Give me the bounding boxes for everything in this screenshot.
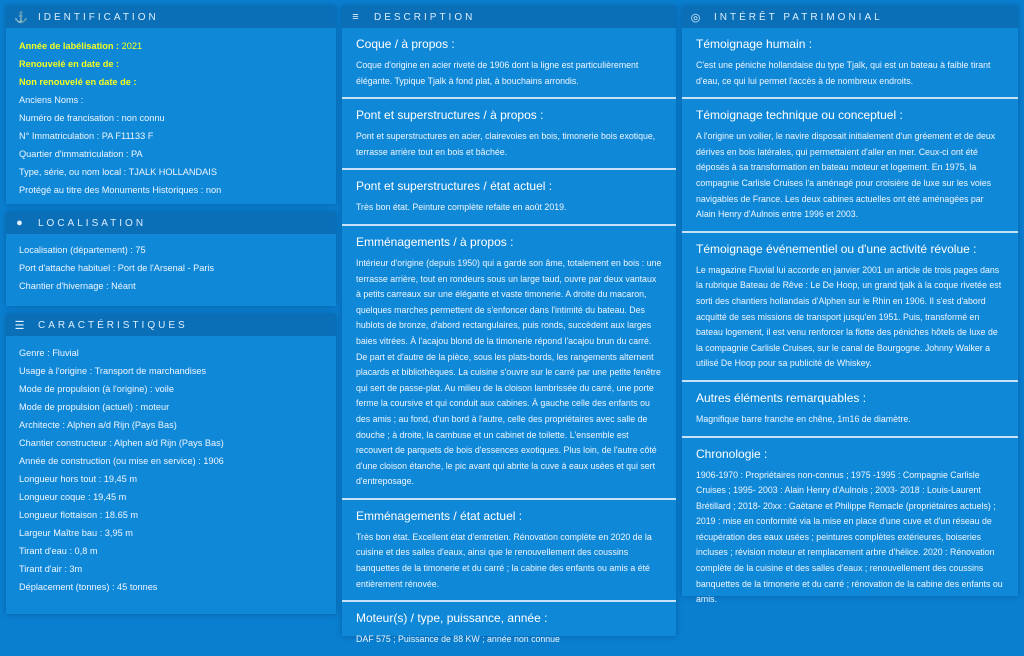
localisation-header: [6, 212, 336, 234]
heritage-icon: ◎: [690, 11, 704, 24]
description-block: [342, 28, 676, 99]
block-text: Très bon état. Peinture complète refaite en août 2019.: [356, 202, 567, 213]
interet-block: [682, 382, 1018, 438]
interet-block: [682, 28, 1018, 99]
identification-header: [6, 6, 336, 28]
block-heading: Pont et superstructures / état actuel :: [356, 179, 553, 194]
block-text: Très bon état. Excellent état d'entretien. Rénovation complète en 2020 de la cuisine et des salles d'eaux, ainsi que le renouvellement des coussins banquettes de la timonerie et du carré ; la cabine des enfants ou amis a été entièrement rénovée.: [356, 531, 652, 589]
list-item: Port d'attache habituel : Port de l'Arsenal - Paris: [19, 263, 215, 273]
list-item: Chantier constructeur : Alphen a/d Rijn (Pays Bas): [19, 438, 224, 448]
list-item: Renouvelé en date de :: [19, 59, 120, 69]
interet-block: [682, 233, 1018, 382]
interet-header: [682, 6, 1018, 28]
block-text: Magnifique barre franche en chêne, 1m16 de diamètre.: [696, 413, 911, 424]
list-item: Mode de propulsion (actuel) : moteur: [19, 402, 170, 412]
list-item: Longueur coque : 19,45 m: [19, 492, 127, 502]
list-item: Année de labélisation : 2021: [19, 41, 143, 51]
text-align-icon: ≡: [352, 11, 362, 23]
list-item: Anciens Noms :: [19, 95, 84, 105]
block-heading: Témoignage humain :: [696, 37, 813, 51]
block-text: A l'origine un voilier, le navire disposait initialement d'un gréement et de deux dérives en bois latérales, qui permettaient d'aller en mer. Ceux-ci ont été déposés à sa transformation en bateau moteur et logement. En 1975, la compagnie Carlisle Cruises l'a aménagé pour croisière de luxe sur les voies navigables de France. Les deux cabines actuelles ont été aménagées par Alain Henry d'Aulnois entre 1996 et 2003.: [696, 131, 996, 220]
identification-list: [6, 28, 336, 205]
interet-block: [682, 438, 1018, 616]
description-block: [342, 602, 676, 656]
block-heading: Emménagements / état actuel :: [356, 508, 523, 523]
description-block: [342, 99, 676, 170]
localisation-panel: [6, 212, 336, 306]
interet-title: INTÉRÊT PATRIMONIAL: [714, 11, 883, 23]
list-item: Longueur hors tout : 19,45 m: [19, 474, 137, 484]
block-heading: Pont et superstructures / à propos :: [356, 108, 544, 123]
block-heading: Autres éléments remarquables :: [696, 390, 867, 405]
caracteristiques-list: [6, 336, 336, 602]
caracteristiques-panel: [6, 314, 336, 614]
list-item: Protégé au titre des Monuments Historiques : non: [19, 185, 222, 195]
block-heading: Chronologie :: [696, 446, 768, 461]
block-heading: Témoignage technique ou conceptuel :: [696, 108, 903, 123]
identification-title: IDENTIFICATION: [38, 11, 159, 23]
block-text: C'est une péniche hollandaise du type Tjalk, qui est un bateau à faible tirant d'eau, ce qui lui permet l'accès à de nombreux endroits.: [696, 60, 991, 86]
block-heading: Témoignage événementiel ou d'une activité révolue :: [696, 241, 977, 256]
list-item: Longueur flottaison : 18.65 m: [19, 510, 139, 520]
block-text: 1906-1970 : Propriétaires non-connus ; 1975 -1995 : Compagnie Carlisle Cruises ; 1995- 2003 : Alain Henry d'Aulnois ; 2003- 2018 : Louis-Laurent Brétillard ; 2018- 20xx : Gaëtane et Philippe Remacle (propriétaires actuels) ; 2019 : mise en conformité via la mise en place d'une cuve et d'un réseau de récupération des eaux usées ; peintures complètes extérieures, boiseries incluses ; révision moteur et remplacement arbre d'hélice. 2020 : Rénovation complète de la cuisine et des salles d'eaux ; renouvellement des coussins banquettes de la timonerie et du carré ; rénovation de la cabine des enfants ou amis.: [696, 469, 1003, 605]
block-text: Pont et superstructures en acier, clairevoies en bois, timonerie bois exotique, terrasse arrière tout en bois et bâchée.: [356, 131, 656, 157]
description-header: [342, 6, 676, 28]
list-item: Non renouvelé en date de :: [19, 77, 137, 87]
list-item: Genre : Fluvial: [19, 348, 79, 358]
list-item: Largeur Maître bau : 3,95 m: [19, 528, 133, 538]
interet-block: [682, 99, 1018, 233]
description-block: [342, 226, 676, 500]
column-identification: [6, 6, 336, 630]
list-item: N° Immatriculation : PA F11133 F: [19, 131, 154, 141]
map-marker-icon: ●: [16, 217, 26, 229]
list-item: Usage à l'origine : Transport de marchandises: [19, 366, 207, 376]
block-text: Coque d'origine en acier riveté de 1906 dont la ligne est particulièrement élégante. Typique Tjalk à fond plat, à bouchains arrondis.: [356, 60, 639, 86]
block-text: DAF 575 ; Puissance de 88 KW ; année non connue: [356, 634, 560, 645]
list-item: Déplacement (tonnes) : 45 tonnes: [19, 582, 158, 592]
localisation-list: [6, 234, 336, 301]
list-item: Tirant d'air : 3m: [19, 564, 83, 574]
list-item: Architecte : Alphen a/d Rijn (Pays Bas): [19, 420, 177, 430]
anchor-icon: ⚓: [14, 11, 31, 24]
list-item: Quartier d'immatriculation : PA: [19, 149, 143, 159]
description-block: [342, 170, 676, 226]
description-title: DESCRIPTION: [374, 11, 476, 23]
list-item: Numéro de francisation : non connu: [19, 113, 165, 123]
sliders-icon: ☰: [14, 319, 28, 332]
block-heading: Coque / à propos :: [356, 37, 455, 51]
list-item: Localisation (département) : 75: [19, 245, 146, 255]
description-block: [342, 500, 676, 602]
list-item: Tirant d'eau : 0,8 m: [19, 546, 98, 556]
list-item: Année de construction (ou mise en service) : 1906: [19, 456, 224, 466]
list-item: Type, série, ou nom local : TJALK HOLLANDAIS: [19, 167, 217, 177]
block-text: Intérieur d'origine (depuis 1950) qui a gardé son âme, totalement en bois : une terrasse arrière, tout en rondeurs sous un large taud, ouvre par deux vantaux à petits carreaux sur une élégante et vaste timonerie. A droite du macaron, quelques marches permettent de s'enfoncer dans l'intimité du bateau. Des hublots de bronze, d'abord rectangulaires, puis ronds, succèdent aux larges baies vitrées. À l'acajou blond de la timonerie répond l'acajou brun du carré. De part et d'autre de la pièce, sous les plats-bords, les rangements alternent placards et bibliothèques. La cuisine s'ouvre sur le carré par une petite fenêtre qui sert de passe-plat. Au milieu de la cloison lambrissée du carré, une porte ferme la coursive et qui conduit aux cabines. À gauche celle des enfants ou des amis ; au fond, d'un bord à l'autre, celle des propriétaires avec salle de douche ; à droite, la cambuse et un cabinet de toilette. L'ensemble est recouvert de parquets de bois d'essences exotiques. Plus loin, de l'autre côté d'une cloison étanche, le pic avant qui abrite la cuve à eaux usées et qui sert d'entreposage.: [356, 257, 662, 487]
block-heading: Emménagements / à propos :: [356, 234, 514, 249]
column-interet: [682, 6, 1018, 605]
caracteristiques-header: [6, 314, 336, 336]
identification-panel: [6, 6, 336, 204]
list-item: Mode de propulsion (à l'origine) : voile: [19, 384, 174, 394]
block-text: Le magazine Fluvial lui accorde en janvier 2001 un article de trois pages dans la rubrique Bateau de Rêve : Le De Hoop, un grand tjalk à la coque rivetée est sorti des chantiers hollandais d'Alphen sur le Rhin en 1906. Il s'est d'abord acquitté de ses missions de transport jusqu'en 1951. Puis, transformé en bateau logement, il est venu renforcer la flotte des péniches hôtels de luxe de la compagnie Carlisle Cruises, sur le canal de Bourgogne. Johnny Walker a utilisé De Hoop pour sa publicité de Whiskey.: [696, 264, 1002, 369]
list-item: Chantier d'hivernage : Néant: [19, 281, 136, 291]
block-heading: Moteur(s) / type, puissance, année :: [356, 611, 548, 626]
column-description: [342, 6, 676, 645]
localisation-title: LOCALISATION: [38, 217, 147, 229]
caracteristiques-title: CARACTÉRISTIQUES: [38, 319, 188, 331]
